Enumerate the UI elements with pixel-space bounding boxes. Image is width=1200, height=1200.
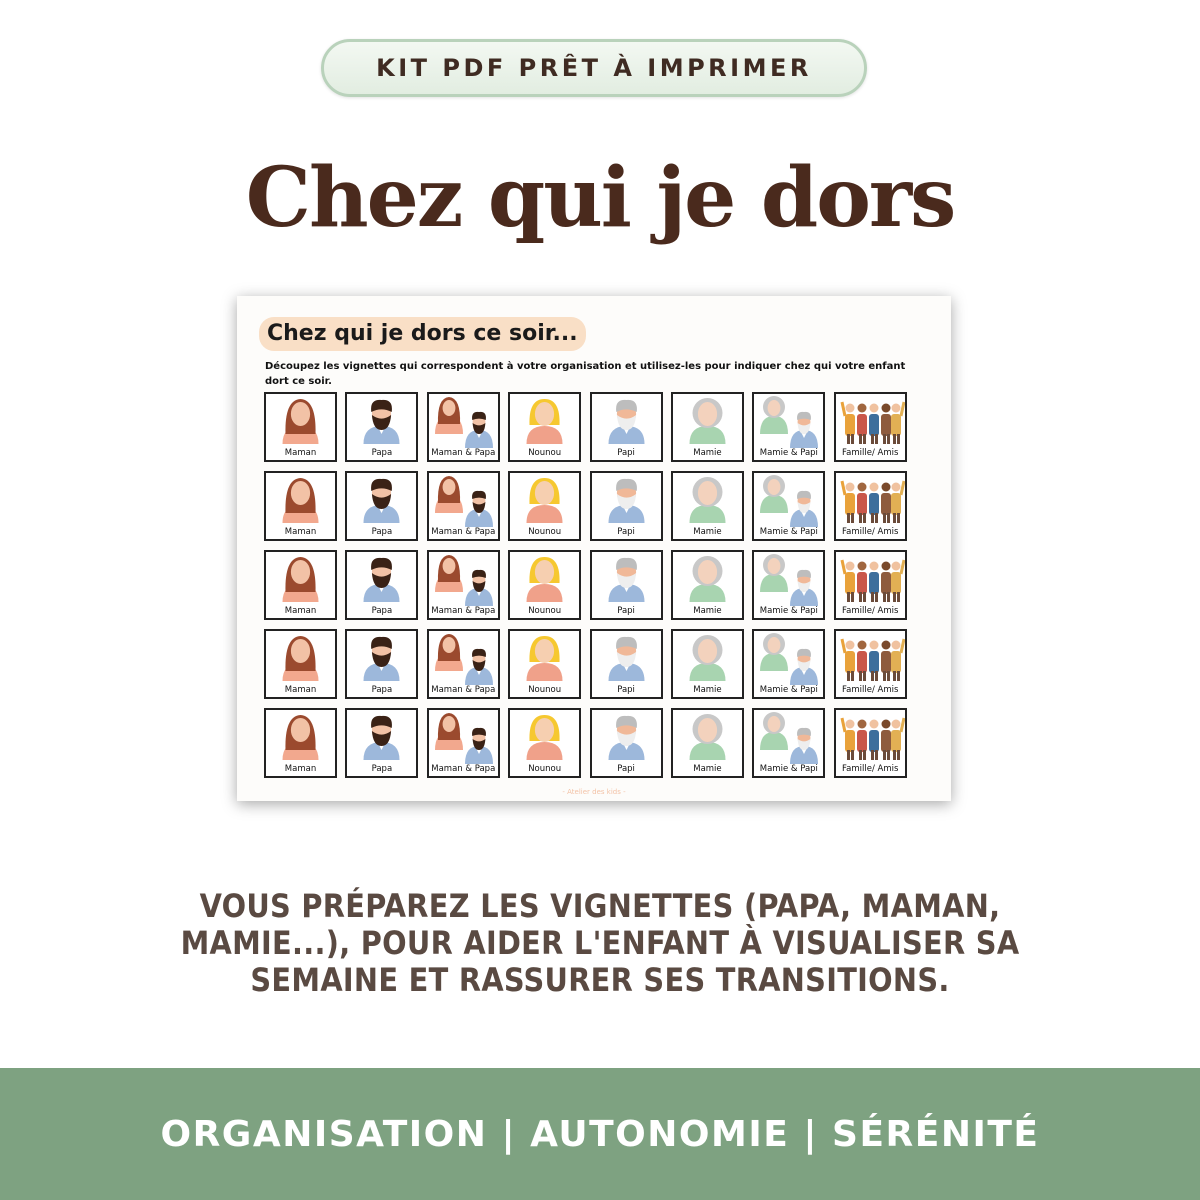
mamie-illustration bbox=[673, 631, 742, 685]
vignette-label: Famille/ Amis bbox=[842, 606, 899, 616]
mamie-illustration bbox=[673, 552, 742, 606]
vignette-card bbox=[590, 708, 663, 778]
mamie-papi-illustration bbox=[754, 473, 823, 527]
famille-amis-illustration bbox=[836, 473, 905, 527]
papi-illustration bbox=[592, 473, 661, 527]
vignette-card bbox=[752, 708, 825, 778]
vignette-label: Papi bbox=[617, 764, 635, 774]
vignette-card bbox=[264, 708, 337, 778]
vignette-card bbox=[671, 471, 744, 541]
vignette-card bbox=[590, 471, 663, 541]
vignette-card bbox=[427, 392, 500, 462]
papa-illustration bbox=[347, 710, 416, 764]
maman-papa-illustration bbox=[429, 710, 498, 764]
vignette-label: Maman & Papa bbox=[431, 606, 496, 616]
vignette-card bbox=[671, 392, 744, 462]
maman-illustration bbox=[266, 710, 335, 764]
vignette-card bbox=[264, 392, 337, 462]
vignette-label: Papi bbox=[617, 685, 635, 695]
nounou-illustration bbox=[510, 631, 579, 685]
famille-amis-illustration bbox=[836, 710, 905, 764]
mamie-papi-illustration bbox=[754, 631, 823, 685]
papi-illustration bbox=[592, 552, 661, 606]
maman-illustration bbox=[266, 473, 335, 527]
vignette-label: Mamie & Papi bbox=[759, 606, 818, 616]
description-text: VOUS PRÉPAREZ LES VIGNETTES (PAPA, MAMAN, MAMIE...), POUR AIDER L'ENFANT À VISUALISER SA SEMAINE ET RASSURER SES TRANSITIONS. bbox=[180, 887, 1020, 999]
vignette-label: Maman bbox=[284, 527, 317, 537]
vignette-label: Mamie bbox=[693, 448, 722, 458]
vignette-label: Papi bbox=[617, 606, 635, 616]
famille-amis-illustration bbox=[836, 631, 905, 685]
vignette-card bbox=[427, 629, 500, 699]
tagline-bar bbox=[0, 1068, 1200, 1200]
nounou-illustration bbox=[510, 552, 579, 606]
vignette-label: Maman & Papa bbox=[431, 527, 496, 537]
vignette-card bbox=[345, 708, 418, 778]
worksheet-footer: - Atelier des kids - bbox=[562, 788, 626, 796]
vignette-card bbox=[427, 550, 500, 620]
mamie-papi-illustration bbox=[754, 552, 823, 606]
vignette-label: Mamie bbox=[693, 606, 722, 616]
maman-illustration bbox=[266, 394, 335, 448]
vignette-label: Maman & Papa bbox=[431, 764, 496, 774]
vignette-card bbox=[834, 392, 907, 462]
vignette-label: Famille/ Amis bbox=[842, 448, 899, 458]
vignette-label: Famille/ Amis bbox=[842, 527, 899, 537]
vignette-label: Mamie bbox=[693, 685, 722, 695]
vignette-card bbox=[345, 629, 418, 699]
maman-papa-illustration bbox=[429, 473, 498, 527]
vignette-card bbox=[427, 471, 500, 541]
vignette-card bbox=[508, 629, 581, 699]
badge-label: KIT PDF PRÊT À IMPRIMER bbox=[376, 54, 812, 82]
papa-illustration bbox=[347, 552, 416, 606]
vignette-card bbox=[508, 392, 581, 462]
vignette-label: Papa bbox=[371, 527, 393, 537]
vignette-card bbox=[671, 550, 744, 620]
nounou-illustration bbox=[510, 394, 579, 448]
vignette-card bbox=[834, 708, 907, 778]
vignette-grid bbox=[264, 392, 909, 782]
vignette-label: Papi bbox=[617, 527, 635, 537]
vignette-card bbox=[508, 550, 581, 620]
vignette-label: Mamie & Papi bbox=[759, 527, 818, 537]
vignette-label: Maman bbox=[284, 606, 317, 616]
vignette-label: Papa bbox=[371, 606, 393, 616]
vignette-card bbox=[590, 550, 663, 620]
vignette-card bbox=[427, 708, 500, 778]
vignette-card bbox=[752, 550, 825, 620]
vignette-card bbox=[590, 392, 663, 462]
vignette-label: Papi bbox=[617, 448, 635, 458]
vignette-card bbox=[834, 629, 907, 699]
maman-illustration bbox=[266, 631, 335, 685]
vignette-label: Nounou bbox=[528, 606, 562, 616]
nounou-illustration bbox=[510, 473, 579, 527]
vignette-label: Papa bbox=[371, 448, 393, 458]
vignette-card bbox=[671, 708, 744, 778]
vignette-card bbox=[834, 471, 907, 541]
maman-papa-illustration bbox=[429, 552, 498, 606]
worksheet-preview bbox=[237, 296, 951, 801]
mamie-illustration bbox=[673, 473, 742, 527]
vignette-card bbox=[264, 550, 337, 620]
vignette-label: Nounou bbox=[528, 764, 562, 774]
vignette-card bbox=[752, 392, 825, 462]
tagline: ORGANISATION | AUTONOMIE | SÉRÉNITÉ bbox=[160, 1113, 1040, 1155]
vignette-label: Mamie bbox=[693, 764, 722, 774]
vignette-card bbox=[264, 471, 337, 541]
vignette-label: Mamie & Papi bbox=[759, 448, 818, 458]
worksheet-title: Chez qui je dors ce soir... bbox=[259, 317, 586, 351]
vignette-card bbox=[345, 392, 418, 462]
mamie-illustration bbox=[673, 710, 742, 764]
mamie-papi-illustration bbox=[754, 710, 823, 764]
vignette-label: Maman bbox=[284, 685, 317, 695]
vignette-label: Nounou bbox=[528, 685, 562, 695]
vignette-label: Papa bbox=[371, 685, 393, 695]
vignette-card bbox=[671, 629, 744, 699]
vignette-label: Nounou bbox=[528, 527, 562, 537]
vignette-label: Maman bbox=[284, 764, 317, 774]
papa-illustration bbox=[347, 394, 416, 448]
nounou-illustration bbox=[510, 710, 579, 764]
vignette-label: Papa bbox=[371, 764, 393, 774]
vignette-label: Nounou bbox=[528, 448, 562, 458]
papi-illustration bbox=[592, 394, 661, 448]
vignette-card bbox=[345, 471, 418, 541]
vignette-label: Mamie & Papi bbox=[759, 685, 818, 695]
famille-amis-illustration bbox=[836, 394, 905, 448]
mamie-illustration bbox=[673, 394, 742, 448]
vignette-card bbox=[264, 629, 337, 699]
maman-papa-illustration bbox=[429, 394, 498, 448]
vignette-card bbox=[590, 629, 663, 699]
vignette-label: Maman bbox=[284, 448, 317, 458]
mamie-papi-illustration bbox=[754, 394, 823, 448]
vignette-card bbox=[752, 629, 825, 699]
vignette-label: Mamie & Papi bbox=[759, 764, 818, 774]
maman-papa-illustration bbox=[429, 631, 498, 685]
vignette-label: Maman & Papa bbox=[431, 448, 496, 458]
product-badge bbox=[321, 39, 867, 97]
maman-illustration bbox=[266, 552, 335, 606]
page-title: Chez qui je dors bbox=[245, 150, 955, 246]
vignette-label: Mamie bbox=[693, 527, 722, 537]
vignette-label: Maman & Papa bbox=[431, 685, 496, 695]
papa-illustration bbox=[347, 631, 416, 685]
vignette-label: Famille/ Amis bbox=[842, 764, 899, 774]
worksheet-instructions: Découpez les vignettes qui correspondent à votre organisation et utilisez-les pour indiquer chez qui votre enfant dort ce soir. bbox=[265, 361, 906, 387]
vignette-card bbox=[508, 708, 581, 778]
vignette-card bbox=[345, 550, 418, 620]
papa-illustration bbox=[347, 473, 416, 527]
famille-amis-illustration bbox=[836, 552, 905, 606]
vignette-card bbox=[508, 471, 581, 541]
vignette-label: Famille/ Amis bbox=[842, 685, 899, 695]
vignette-card bbox=[752, 471, 825, 541]
papi-illustration bbox=[592, 710, 661, 764]
papi-illustration bbox=[592, 631, 661, 685]
vignette-card bbox=[834, 550, 907, 620]
